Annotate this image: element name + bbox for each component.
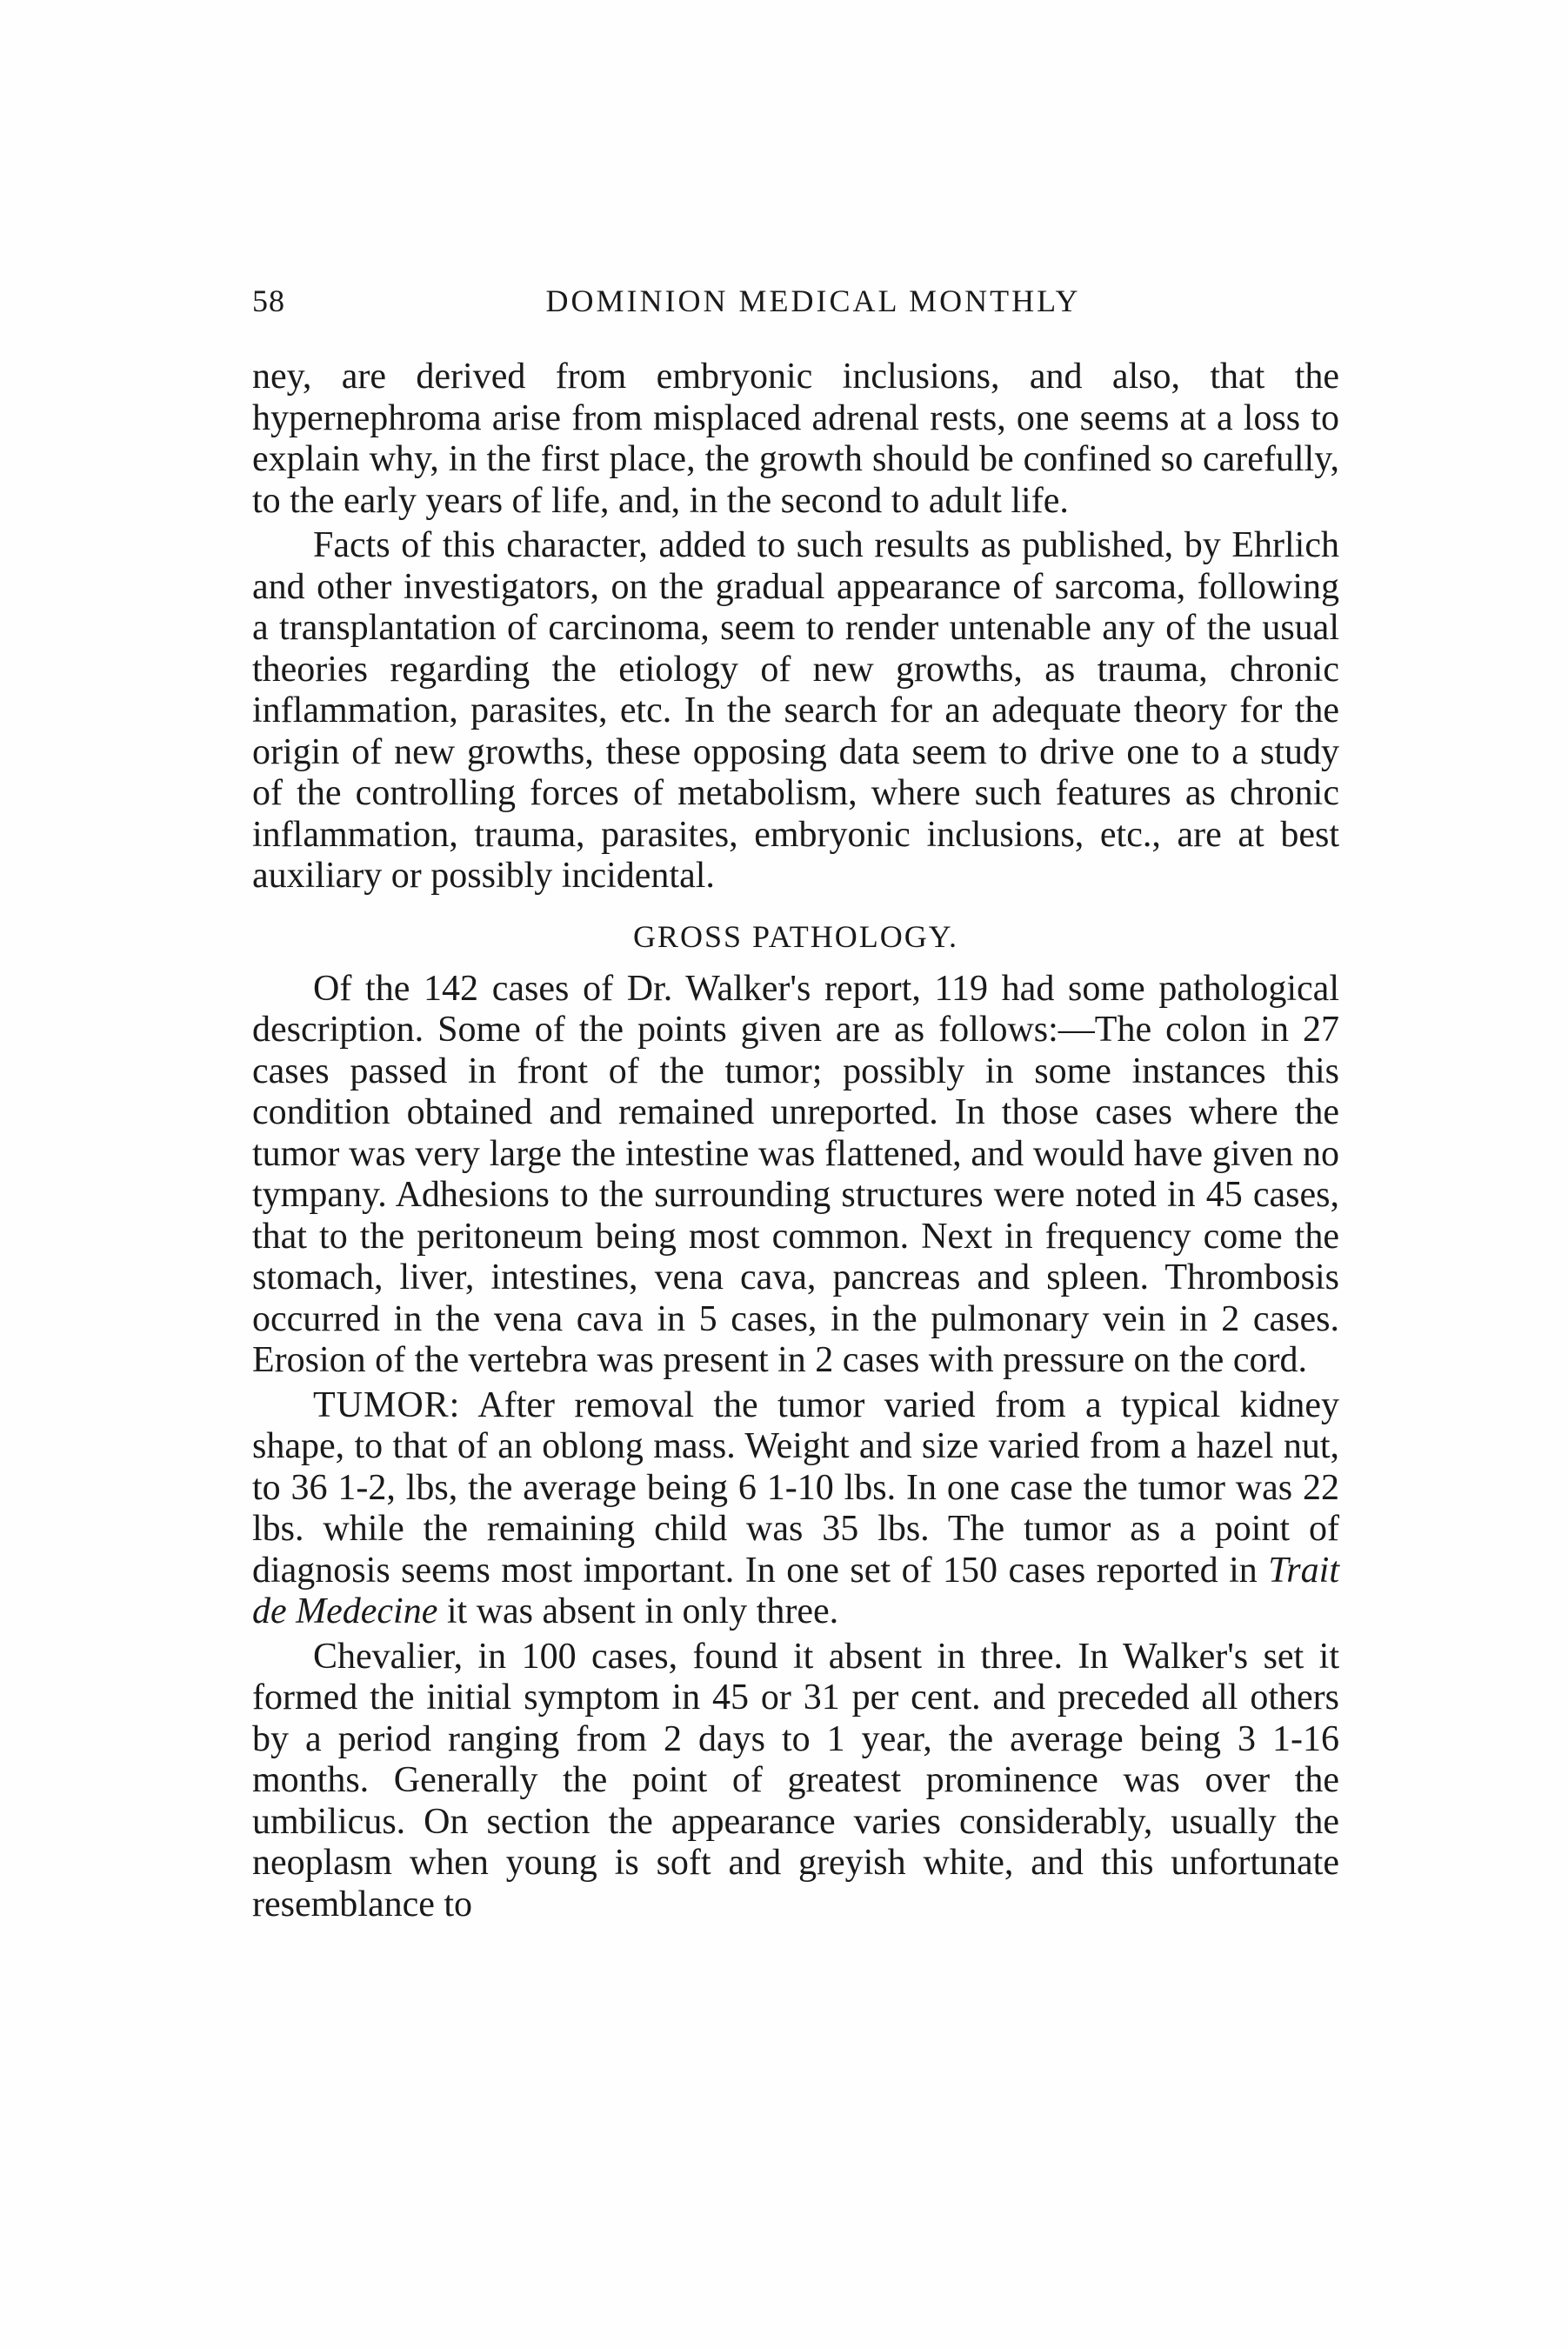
tumor-text-end: it was absent in only three. [437,1591,839,1631]
paragraph-tumor [252,1385,1339,1633]
paragraph-chevalier: Chevalier, in 100 cases, found it absent in three. In Walker's set it formed the initial symptom in 45 or 31 per cent. and preceded all others by a period ranging from 2 days to 1 year, the average being 3 1-16 months. Generally the point of greatest prominence was over the umbilicus. On section the appearance varies considerably, usually the neoplasm when young is soft and greyish white, and this unfortunate resemblance to [252,1636,1339,1924]
paragraph-walker-report: Of the 142 cases of Dr. Walker's report, 119 had some pathological description. Some of the points given are as follows:—The colon in 27 cases passed in front of the tumor; possibly in some instances this condition obtained and remained unreported. In those cases where the tumor was very large the intestine was flattened, and would have given no tympany. Adhesions to the surrounding structures were noted in 45 cases, that to the peritoneum being most common. Next in frequency come the stomach, liver, intestines, vena cava, pancreas and spleen. Thrombosis occurred in the vena cava in 5 cases, in the pulmonary vein in 2 cases. Erosion of the vertebra was present in 2 cases with pressure on the cord. [252,968,1339,1380]
page-number: 58 [252,283,285,318]
paragraph-facts: Facts of this character, added to such results as published, by Ehrlich and other investigators, on the gradual appearance of sarcoma, following a transplantation of carcinoma, seem to render untenable any of the usual theories regarding the etiology of new growths, as trauma, chronic inflammation, parasites, etc. In the search for an adequate theory for the origin of new growths, these opposing data seem to drive one to a study of the controlling forces of metabolism, where such features as chronic inflammation, trauma, parasites, embryonic inclusions, etc., are at best auxiliary or possibly incidental. [252,525,1339,896]
running-head [252,283,1339,335]
body-text [252,357,1339,1929]
tumor-text-start: After removal the tumor varied from a typical kidney shape, to that of an oblong mass. Weight and size varied from a hazel nut, to 36 1-2, lbs, the average being 6 1-10 lbs. In one case the tumor was 22 lbs. while the remaining child was 35 lbs. The tumor as a point of diagnosis seems most important. In one set of 150 cases reported in [252,1384,1339,1591]
tumor-label: TUMOR: [313,1384,461,1425]
section-heading-gross-pathology: GROSS PATHOLOGY. [632,918,959,954]
paragraph-continuation: ney, are derived from embryonic inclusions, and also, that the hypernephroma arise from misplaced adrenal rests, one seems at a loss to explain why, in the first place, the growth should be confined so carefully, to the early years of life, and, in the second to adult life. [252,357,1339,521]
book-title-italic: Trait de Medecine [252,1550,1339,1631]
journal-title: DOMINION MEDICAL MONTHLY [545,283,1081,318]
